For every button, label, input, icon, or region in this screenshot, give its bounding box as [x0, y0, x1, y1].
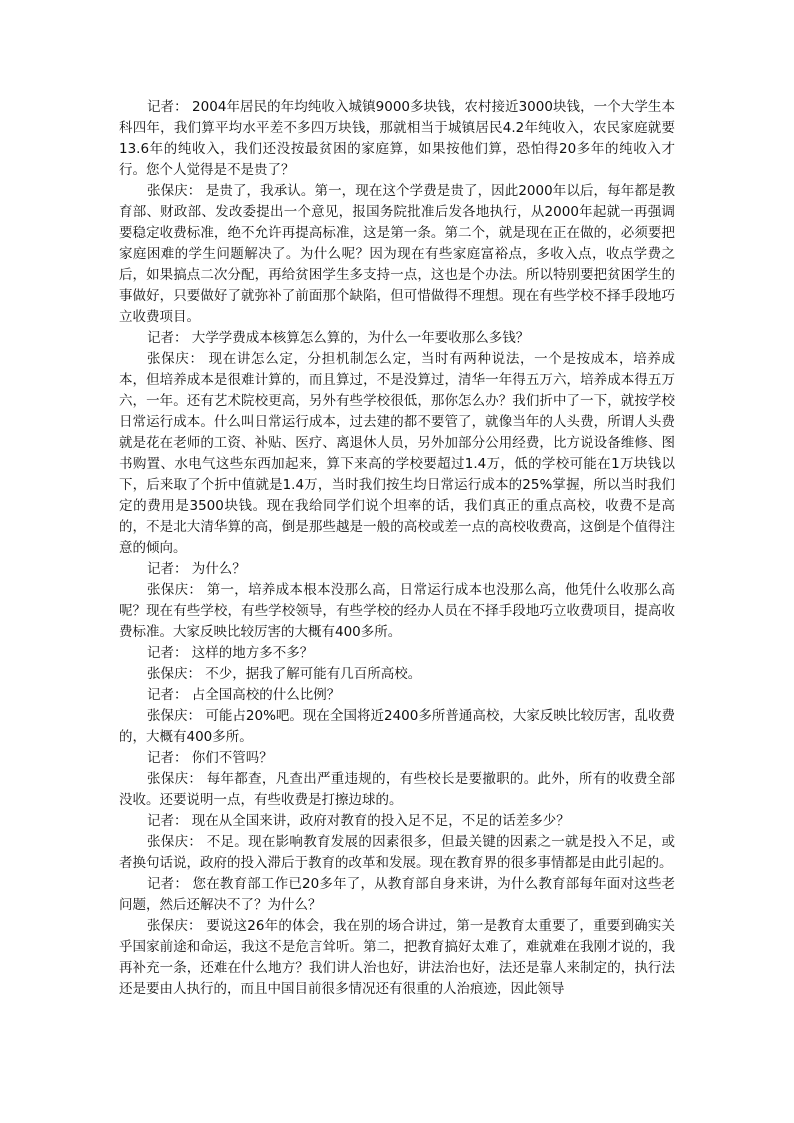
paragraph-text: 是贵了，我承认。第一，现在这个学费是贵了，因此2000年以后，每年都是教育部、财政部、发改委提出一个意见，报国务院批准后发各地执行，从2000年起就一再强调要稳定收费标准，绝不允许再提高标准，这是第一条。第二个，就是现在正在做的，必须要把家庭困难的学生问题解决了。为什么呢？因为现在有些家庭富裕点，多收入点，收点学费之后，如果搞点二次分配，再给贫困学生多支持一点，这也是个办法。所以特别要把贫困学生的事做好，只要做好了就弥补了前面那个缺陷，但可惜做得不理想。现在有些学校不择手段地巧立收费项目。	[119, 183, 676, 325]
paragraph-text: 大学学费成本核算怎么算的，为什么一年要收那么多钱？	[191, 330, 530, 346]
speaker-label: 张保庆：	[147, 351, 204, 367]
paragraph-7	[119, 643, 675, 664]
document-body	[119, 97, 675, 1000]
speaker-label: 张保庆：	[147, 771, 203, 787]
paragraph-text: 您在教育部工作已20多年了，从教育部自身来讲，为什么教育部每年面对这些老问题，然后还解决不了？为什么？	[119, 876, 676, 913]
speaker-label: 记者：	[147, 561, 188, 577]
speaker-label: 张保庆：	[147, 183, 202, 199]
paragraph-6	[119, 580, 675, 643]
paragraph-text: 可能占20%吧。现在全国将近2400多所普通高校，大家反映比较厉害，乱收费的，大概有400多所。	[119, 708, 676, 745]
paragraph-text: 为什么？	[191, 561, 246, 577]
speaker-label: 记者：	[147, 687, 188, 703]
speaker-label: 张保庆：	[147, 582, 203, 598]
paragraph-text: 第一，培养成本根本没那么高，日常运行成本也没那么高，他凭什么收那么高呢？现在有些学校，有些学校领导，有些学校的经办人员在不择手段地巧立收费项目，提高收费标准。大家反映比较厉害的大概有400多所。	[119, 582, 676, 640]
paragraph-13	[119, 811, 675, 832]
paragraph-15	[119, 874, 675, 916]
paragraph-10	[119, 706, 675, 748]
paragraph-text: 不足。现在影响教育发展的因素很多，但最关键的因素之一就是投入不足，或者换句话说，政府的投入滞后于教育的改革和发展。现在教育界的很多事情都是由此引起的。	[119, 834, 676, 871]
paragraph-9	[119, 685, 675, 706]
paragraph-12	[119, 769, 675, 811]
speaker-label: 张保庆：	[147, 834, 203, 850]
speaker-label: 记者：	[147, 750, 188, 766]
speaker-label: 记者：	[147, 645, 188, 661]
paragraph-text: 要说这26年的体会，我在别的场合讲过，第一是教育太重要了，重要到确实关乎国家前途和命运，我这不是危言耸听。第二，把教育搞好太难了，难就难在我刚才说的，我再补充一条，还难在什么地方？我们讲人治也好，讲法治也好，法还是靠人来制定的，执行法还是要由人执行的，而且中国目前很多情况还有很重的人治痕迹，因此领导	[119, 918, 676, 997]
speaker-label: 张保庆：	[147, 918, 202, 934]
speaker-label: 记者：	[147, 330, 188, 346]
paragraph-text: 这样的地方多不多？	[191, 645, 314, 661]
paragraph-1	[119, 97, 675, 181]
speaker-label: 张保庆：	[147, 708, 202, 724]
speaker-label: 记者：	[147, 813, 188, 829]
paragraph-4	[119, 349, 675, 559]
paragraph-3	[119, 328, 675, 349]
speaker-label: 记者：	[147, 876, 189, 892]
paragraph-text: 现在从全国来讲，政府对教育的投入足不足，不足的话差多少？	[191, 813, 570, 829]
paragraph-11	[119, 748, 675, 769]
paragraph-text: 不少，据我了解可能有几百所高校。	[205, 666, 422, 682]
paragraph-text: 你们不管吗？	[191, 750, 273, 766]
paragraph-text: 现在讲怎么定，分担机制怎么定，当时有两种说法，一个是按成本，培养成本，但培养成本是很难计算的，而且算过，不是没算过，清华一年得五万六，培养成本得五万六，一年。还有艺术院校更高，另外有些学校很低，那你怎么办？我们折中了一下，就按学校日常运行成本。什么叫日常运行成本，过去建的都不要管了，就像当年的人头费，所谓人头费就是花在老师的工资、补贴、医疗、离退休人员，另外加部分公用经费，比方说设备维修、图书购置、水电气这些东西加起来，算下来高的学校要超过1.4万，低的学校可能在1万块钱以下，后来取了个折中值就是1.4万，当时我们按生均日常运行成本的25%掌握，所以当时我们定的费用是3500块钱。现在我给同学们说个坦率的话，我们真正的重点高校，收费不是高的，不是北大清华算的高，倒是那些越是一般的高校或差一点的高校收费高，这倒是个值得注意的倾向。	[119, 351, 676, 556]
paragraph-2	[119, 181, 675, 328]
paragraph-16	[119, 916, 675, 1000]
paragraph-text: 2004年居民的年均纯收入城镇9000多块钱，农村接近3000块钱，一个大学生本科四年，我们算平均水平差不多四万块钱，那就相当于城镇居民4.2年纯收入，农民家庭就要13.6年的纯收入，我们还没按最贫困的家庭算，如果按他们算，恐怕得20多年的纯收入才行。您个人觉得是不是贵了？	[119, 99, 675, 178]
paragraph-8	[119, 664, 675, 685]
paragraph-5	[119, 559, 675, 580]
paragraph-14	[119, 832, 675, 874]
paragraph-text: 占全国高校的什么比例？	[191, 687, 341, 703]
speaker-label: 张保庆：	[147, 666, 201, 682]
speaker-label: 记者：	[147, 99, 188, 115]
paragraph-text: 每年都查，凡查出严重违规的，有些校长是要撤职的。此外，所有的收费全部没收。还要说明一点，有些收费是打擦边球的。	[119, 771, 676, 808]
